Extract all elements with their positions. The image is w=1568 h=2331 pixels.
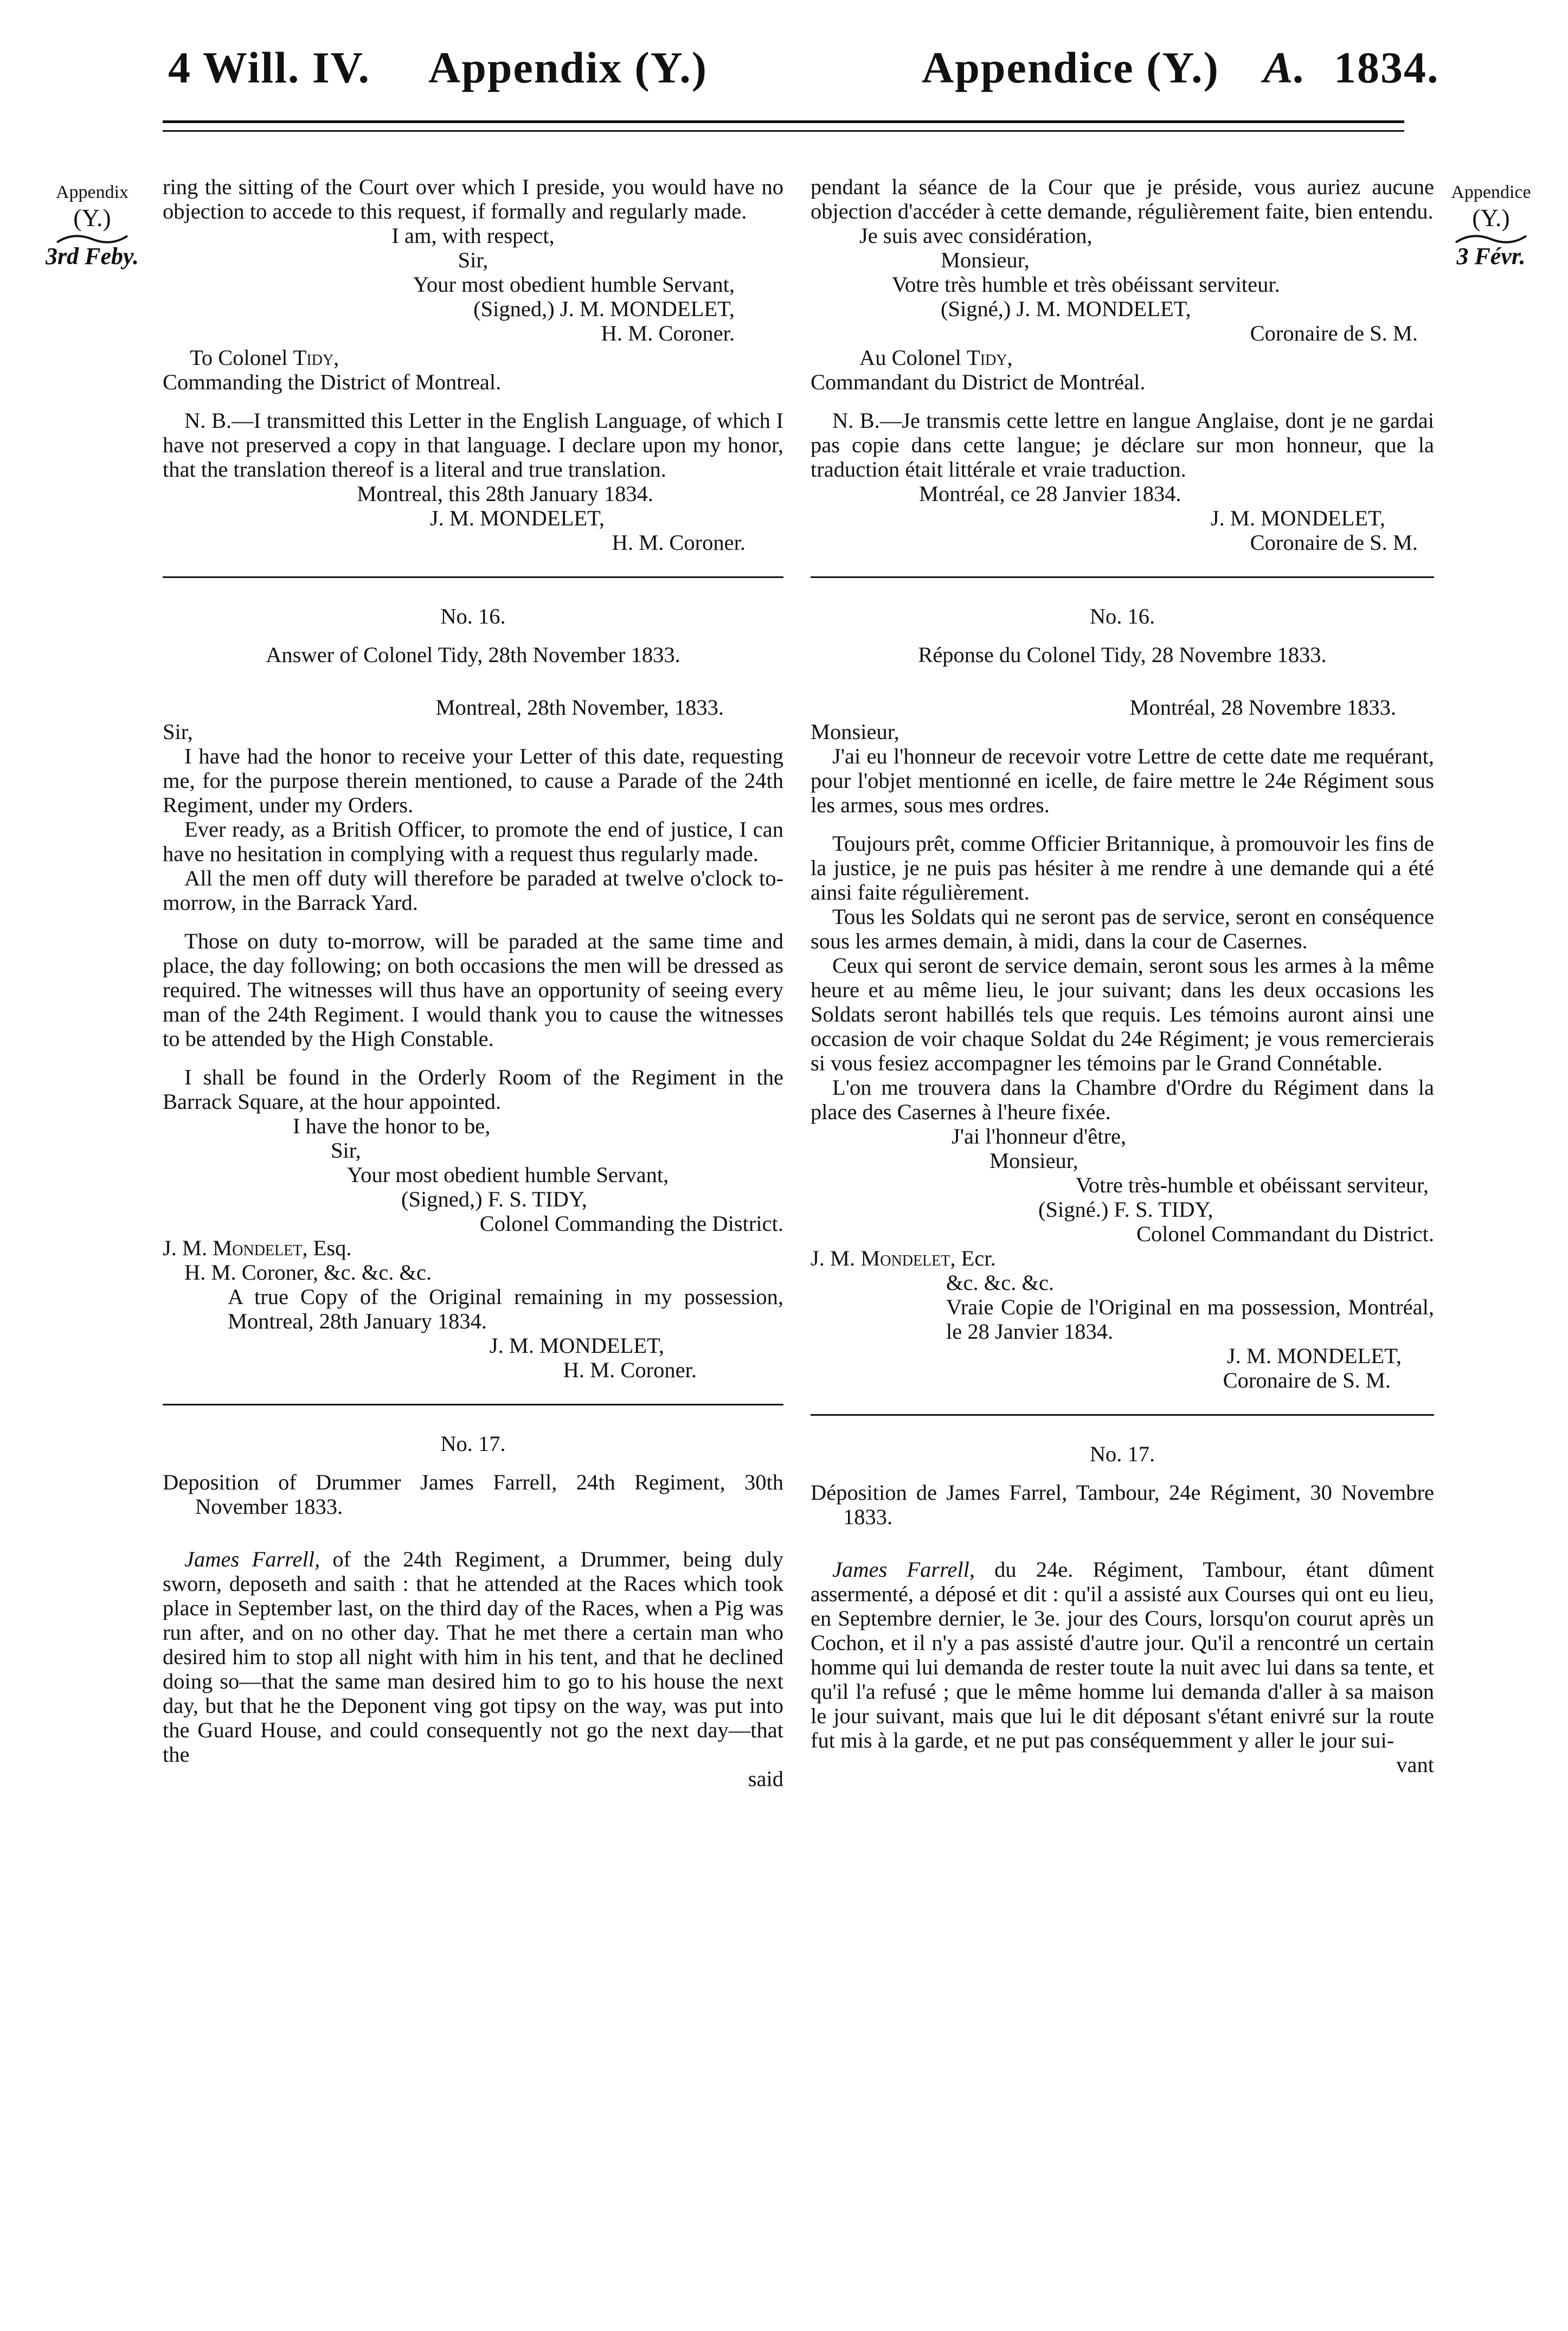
nota-bene: N. B.—I transmitted this Letter in the English Language, of which I have not preserved a copy in that language. I declare upon my honor, that the translation thereof is a literal and true translation. — [163, 408, 783, 481]
year-header: 1834. — [1334, 43, 1440, 92]
letter-addressee-title: &c. &c. &c. — [946, 1270, 1055, 1295]
document-number: No. 16. — [440, 604, 506, 628]
section-divider — [163, 576, 783, 578]
letter-servant: Votre très-humble et obéissant serviteur, — [1075, 1173, 1429, 1197]
letter-signature: (Signed,) F. S. TIDY, — [401, 1187, 587, 1211]
letter-close: I have the honor to be, — [293, 1114, 491, 1138]
addressee-prefix: Au Colonel — [859, 345, 961, 370]
addressee-prefix: J. M. — [163, 1236, 208, 1260]
english-column — [163, 175, 783, 1791]
true-copy-note: A true Copy of the Original remaining in my possession, Montreal, 28th January 1834. — [228, 1285, 783, 1333]
deponent-name: James Farrell, — [184, 1547, 320, 1571]
deposition-text: du 24e. Régiment, Tambour, étant dûment assermenté, a déposé et dit : qu'il a assisté aux Courses qui ont eu lieu, en Septembre dernier, le 3e. jour des Cours, lorsqu'on courut après un Cochon, et il n'y a pas assisté d'autre jour. Qu'il a rencontré un certain homme qui lui demanda de rester toute la nuit avec lui dans sa tente, et qu'il l'a refusé ; que le même homme lui demanda d'aller à sa maison le jour suivant, mais que lui le dit déposant s'étant enivré sur la route fut mis à la garde, et ne put pas conséquemment y aller le jour — [811, 1557, 1435, 1752]
document-title: Réponse du Colonel Tidy, 28 Novembre 1833. — [918, 643, 1327, 667]
letter-addressee-title: H. M. Coroner, &c. &c. &c. — [184, 1260, 432, 1285]
nota-bene-signature: J. M. MONDELET, — [429, 506, 605, 530]
document-title: Deposition of Drummer James Farrell, 24th Regiment, 30th November 1833. — [163, 1470, 783, 1519]
letter-paragraph: I shall be found in the Orderly Room of the Regiment in the Barrack Square, at the hour appointed. — [163, 1065, 783, 1114]
addressee-suffix: Esq. — [313, 1236, 352, 1260]
letter-signature-title: Colonel Commanding the District. — [479, 1211, 783, 1236]
section-divider — [811, 576, 1434, 578]
letter-servant: Votre très humble et très obéissant serviteur. — [892, 272, 1280, 297]
margin-label: Appendix — [55, 182, 129, 202]
catchword: said — [748, 1767, 783, 1791]
deposition-body — [811, 1557, 1434, 1752]
letter-paragraph: Ceux qui seront de service demain, seront sous les armes à la même heure et au même lieu, le jour suivant; dans les deux occasions les Soldats seront habillés tels que requis. Les témoins auront ainsi une occasion de voir chaque Soldat du 24e Régiment; je vous remercierais si vous fesiez accompagner les témoins par le Grand Connétable. — [811, 953, 1434, 1075]
letter-signature: (Signé,) J. M. MONDELET, — [941, 297, 1191, 321]
letter-closing-paragraph: pendant la séance de la Cour que je préside, vous auriez aucune objection d'accéder à cette demande, régulièrement faite, bien entendu. — [811, 175, 1434, 223]
letter-close: Je suis avec considération, — [859, 223, 1093, 248]
document-title: Déposition de James Farrel, Tambour, 24e Régiment, 30 Novembre 1833. — [811, 1480, 1434, 1529]
addressee-prefix: To Colonel — [190, 345, 288, 370]
letter-paragraph: All the men off duty will therefore be paraded at twelve o'clock to-morrow, in the Barrack Yard. — [163, 866, 783, 915]
letter-signature-title: Colonel Commandant du District. — [1136, 1222, 1434, 1246]
addressee-suffix: Ecr. — [961, 1246, 996, 1270]
catchword: sui- — [1361, 1728, 1395, 1752]
margin-note-right — [1437, 182, 1545, 267]
session-header: 4 Will. IV. — [168, 43, 370, 92]
letter-salutation: Monsieur, — [941, 248, 1030, 272]
letter-addressee-command: Commanding the District of Montreal. — [163, 370, 502, 394]
letter-servant: Your most obedient humble Servant, — [347, 1163, 669, 1187]
letter-signature-title: Coronaire de S. M. — [1250, 321, 1418, 345]
nota-bene: N. B.—Je transmis cette lettre en langue Anglaise, dont je ne gardai pas copie dans cette langue; je déclare sur mon honneur, que la traduction était littérale et vraie traduction. — [811, 408, 1434, 481]
letter-paragraph: Tous les Soldats qui ne seront pas de service, seront en conséquence sous les armes demain, à midi, dans la cour de Casernes. — [811, 904, 1434, 953]
margin-note-left — [38, 182, 146, 267]
margin-label: Appendice — [1451, 182, 1531, 202]
letter-paragraph: Those on duty to-morrow, will be paraded at the same time and place, the day following; on both occasions the men will be dressed as required. The witnesses will thus have an opportunity of seeing every man of the 24th Regiment. I would thank you to cause the witnesses to be attended by the High Constable. — [163, 929, 783, 1051]
true-copy-note: Vraie Copie de l'Original en ma possession, Montréal, le 28 Janvier 1834. — [946, 1295, 1434, 1344]
letter-salutation: Sir, — [163, 720, 193, 744]
letter-salutation: Sir, — [331, 1138, 361, 1163]
nota-bene-signature: J. M. MONDELET, — [1210, 506, 1385, 530]
letter-signature: (Signed,) J. M. MONDELET, — [473, 297, 735, 321]
letter-paragraph: I have had the honor to receive your Letter of this date, requesting me, for the purpose therein mentioned, to cause a Parade of the 24th Regiment, under my Orders. — [163, 744, 783, 817]
letter-date: Montréal, 28 Novembre 1833. — [1129, 695, 1396, 720]
letter-servant: Your most obedient humble Servant, — [413, 272, 735, 297]
letter-paragraph: J'ai eu l'honneur de recevoir votre Lettre de cette date me requérant, pour l'objet mentionné en icelle, de faire mettre le 24e Régiment sous les armes, sous mes ordres. — [811, 744, 1434, 817]
deposition-text: of the 24th Regiment, a Drummer, being duly sworn, deposeth and saith : that he attended at the Races which took place in September last, on the third day of the Races, when a Pig was run after, and on no other day. That he met there a certain man who desired him to stop all night with him in his tent, and that he declined doing so—that the same man desired him to go to his house the next day, but that he the Deponent ving got tipsy on the way, was put into the Guard House, and could consequently not go the next day—that the — [163, 1547, 784, 1767]
margin-letter: (Y.) — [1472, 204, 1510, 232]
letter-date: Montreal, 28th November, 1833. — [435, 695, 724, 720]
letter-signature-title: H. M. Coroner. — [601, 321, 735, 345]
nota-bene-title: Coronaire de S. M. — [1250, 530, 1418, 555]
letter-salutation: Monsieur, — [989, 1148, 1078, 1173]
catchword: vant — [1396, 1752, 1434, 1777]
letter-salutation: Monsieur, — [811, 720, 899, 744]
appendix-header-en: Appendix (Y.) — [428, 43, 708, 92]
document-number: No. 17. — [1089, 1442, 1155, 1466]
addressee-name: Tidy, — [293, 345, 339, 370]
appendix-header-fr: Appendice (Y.) — [922, 43, 1219, 92]
letter-signature: (Signé.) F. S. TIDY, — [1038, 1197, 1213, 1222]
letter-closing-paragraph: ring the sitting of the Court over which I preside, you would have no objection to accede to this request, if formally and regularly made. — [163, 175, 783, 223]
letter-paragraph: Toujours prêt, comme Officier Britannique, à promouvoir les fins de la justice, je ne puis pas hésiter à me rendre à une demande qui a été ainsi faite régulièrement. — [811, 831, 1434, 904]
addressee-name: Mondelet, — [213, 1236, 308, 1260]
margin-date: 3 Févr. — [1456, 243, 1526, 269]
deposition-body — [163, 1547, 783, 1767]
margin-letter: (Y.) — [73, 204, 111, 232]
letter-addressee — [163, 345, 783, 370]
true-copy-title: Coronaire de S. M. — [1223, 1368, 1391, 1392]
addressee-name: Mondelet, — [860, 1246, 956, 1270]
header-rule-bottom — [163, 130, 1404, 132]
document-number: No. 16. — [1089, 604, 1155, 628]
true-copy-signature: J. M. MONDELET, — [489, 1333, 664, 1358]
header-rule-top — [163, 120, 1404, 123]
year-prefix: A. — [1263, 43, 1307, 92]
letter-addressee — [163, 1236, 783, 1260]
document-title: Answer of Colonel Tidy, 28th November 1833. — [266, 643, 680, 667]
nota-bene-title: H. M. Coroner. — [612, 530, 746, 555]
french-column — [811, 175, 1434, 1777]
true-copy-title: H. M. Coroner. — [563, 1358, 697, 1382]
letter-paragraph: L'on me trouvera dans la Chambre d'Ordre du Régiment dans la place des Casernes à l'heure fixée. — [811, 1075, 1434, 1124]
letter-close: I am, with respect, — [391, 223, 555, 248]
true-copy-signature: J. M. MONDELET, — [1226, 1344, 1402, 1368]
letter-addressee — [811, 1246, 1434, 1270]
section-divider — [811, 1414, 1434, 1416]
margin-date: 3rd Feby. — [46, 243, 139, 269]
section-divider — [163, 1404, 783, 1405]
nota-bene-date: Montreal, this 28th January 1834. — [357, 481, 653, 506]
addressee-name: Tidy, — [967, 345, 1013, 370]
addressee-prefix: J. M. — [811, 1246, 856, 1270]
letter-salutation: Sir, — [458, 248, 489, 272]
letter-addressee-command: Commandant du District de Montréal. — [811, 370, 1146, 394]
letter-close: J'ai l'honneur d'être, — [952, 1124, 1127, 1148]
letter-paragraph: Ever ready, as a British Officer, to promote the end of justice, I can have no hesitation in complying with a request thus regularly made. — [163, 817, 783, 866]
letter-addressee — [811, 345, 1434, 370]
nota-bene-date: Montréal, ce 28 Janvier 1834. — [919, 481, 1181, 506]
deponent-name: James Farrell, — [832, 1557, 975, 1582]
document-number: No. 17. — [440, 1431, 506, 1456]
